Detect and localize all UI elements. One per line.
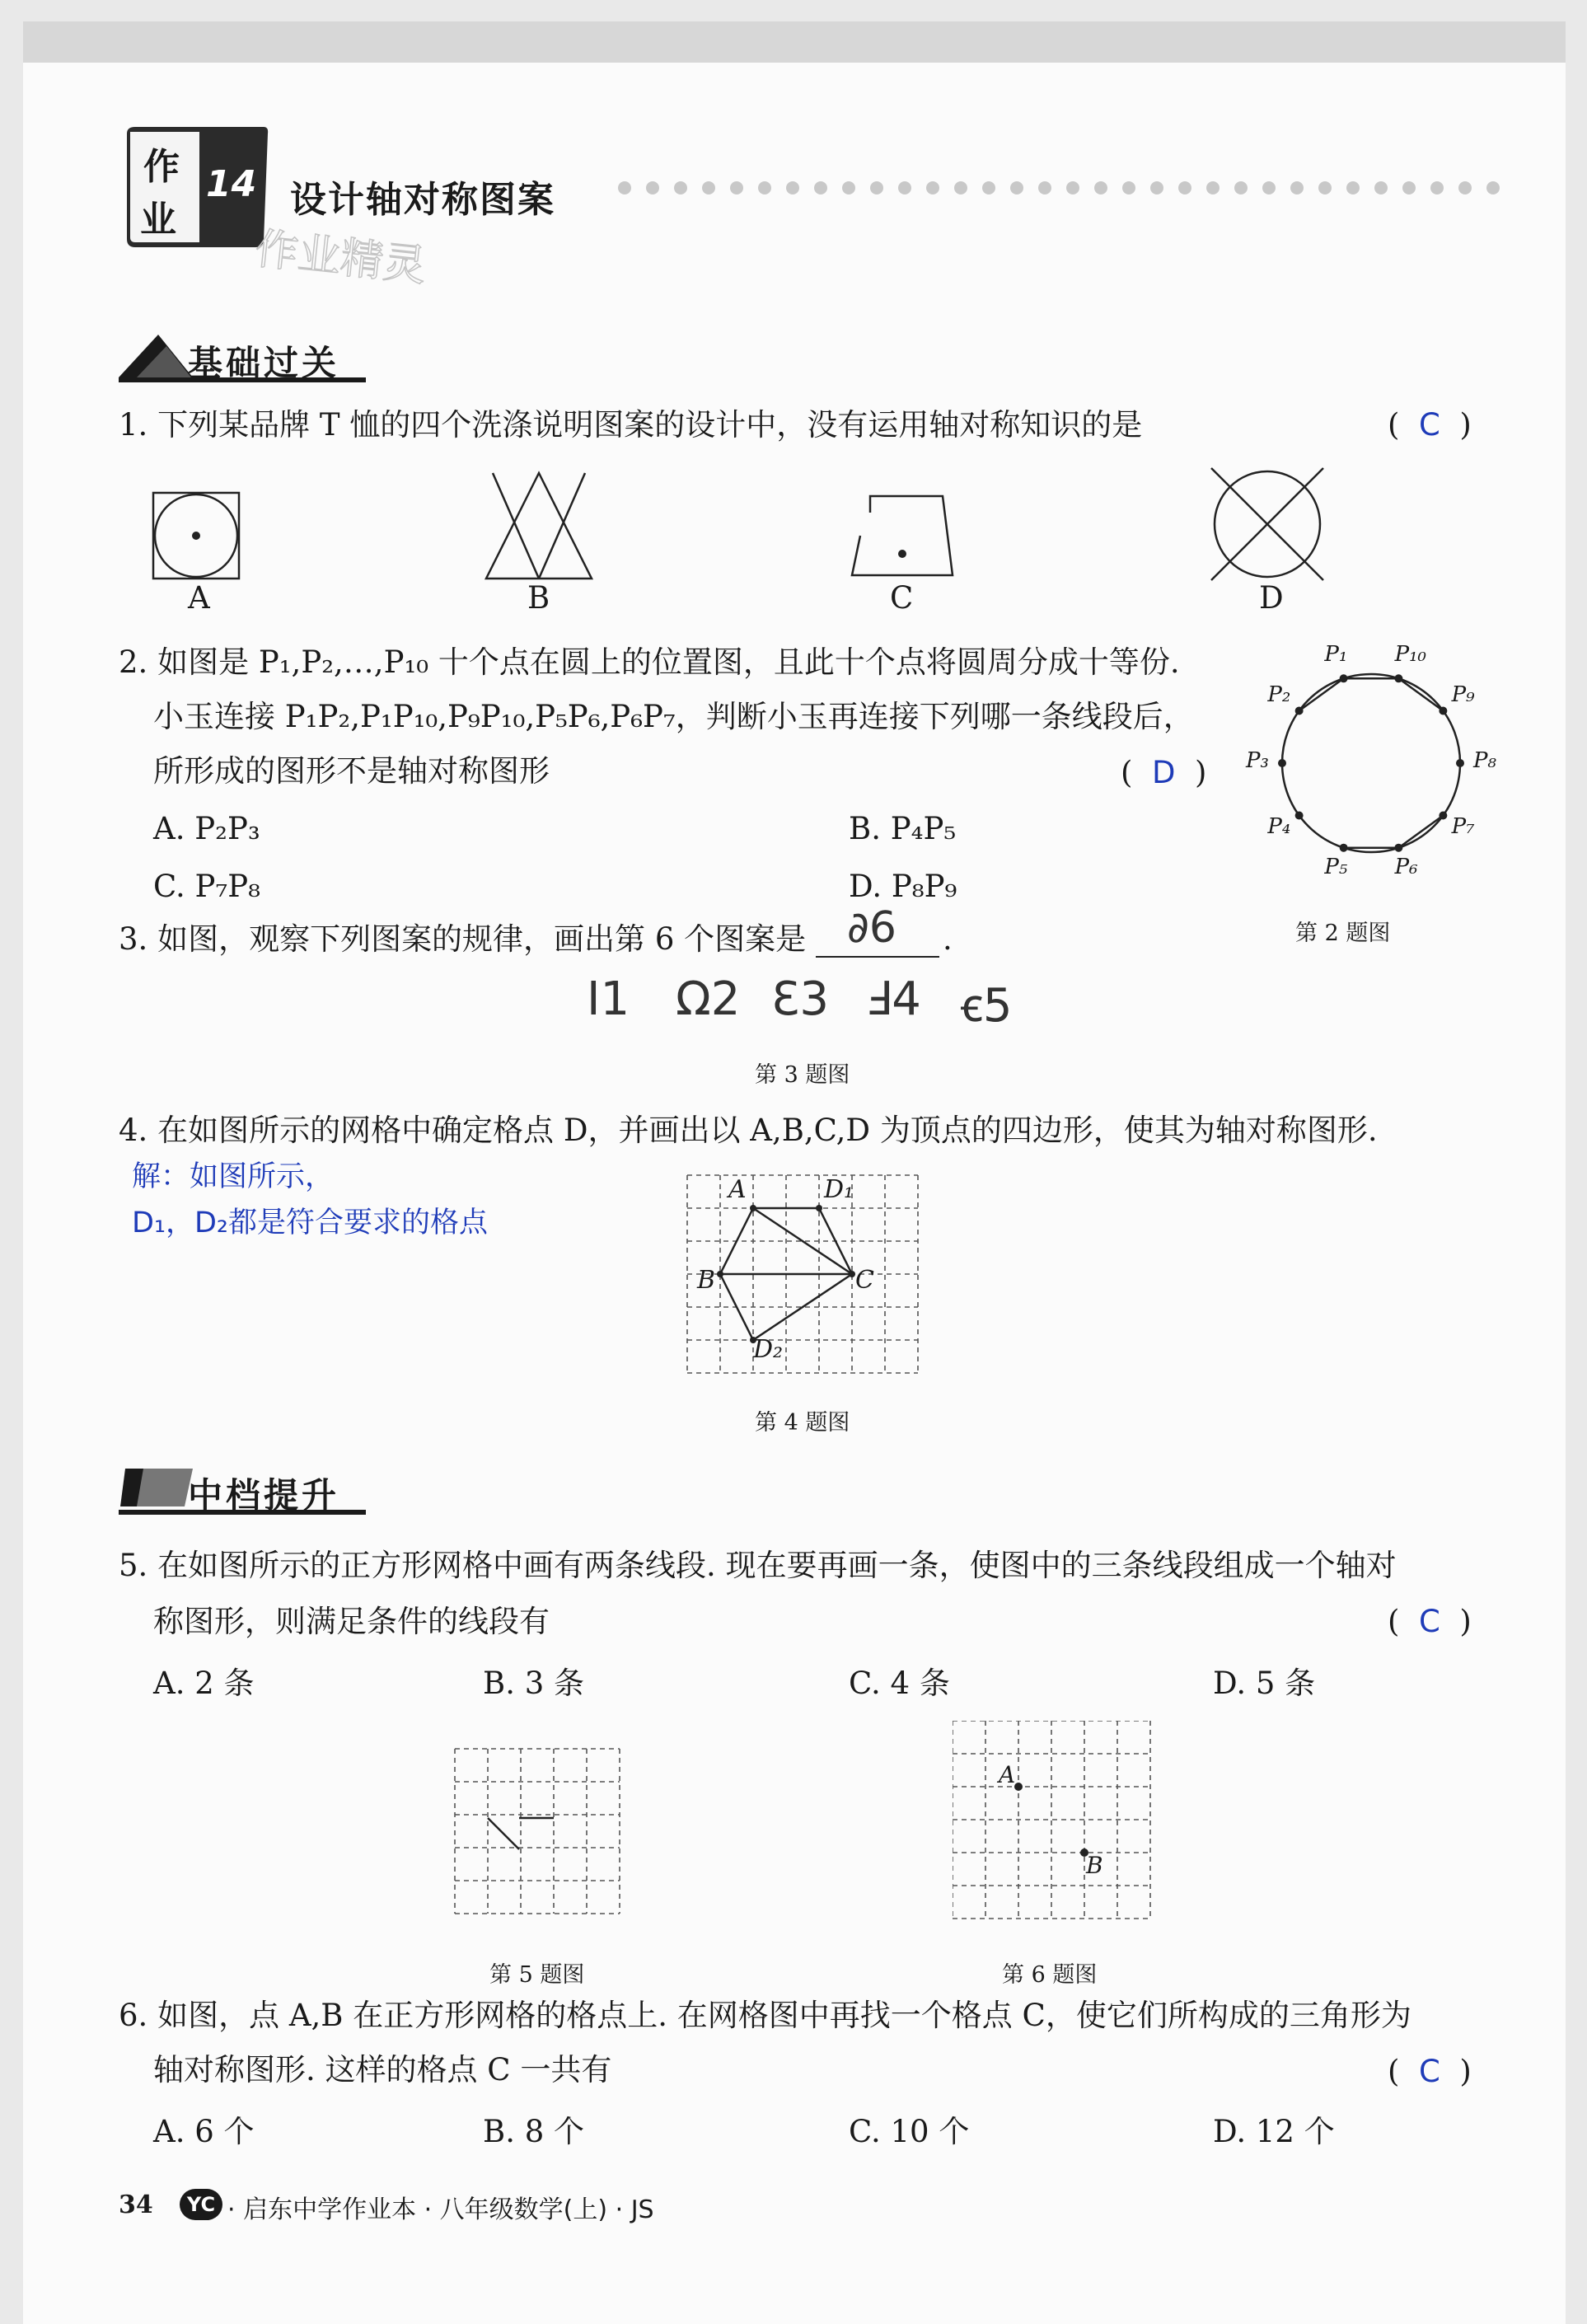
q5-option-d: D. 5 条 xyxy=(1213,1666,1316,1701)
q5-line2: 称图形，则满足条件的线段有 xyxy=(153,1604,550,1639)
q1-answer: C xyxy=(1418,407,1440,443)
q3-blank xyxy=(816,956,939,958)
q4-label-a: A xyxy=(728,1175,747,1204)
point-label: P₉ xyxy=(1451,682,1475,708)
yc-logo-text: YC xyxy=(186,2193,216,2216)
page-number: 34 xyxy=(119,2190,153,2219)
q4-caption: 第 4 题图 xyxy=(755,1410,850,1436)
q4-label-d2: D₂ xyxy=(753,1335,784,1364)
q6-answer: C xyxy=(1418,2054,1440,2089)
point-label: P₁ xyxy=(1324,641,1348,667)
q4-solution-line2: D₁，D₂都是符合要求的格点 xyxy=(132,1207,488,1239)
q2-line2: 小玉连接 P₁P₂,P₁P₁₀,P₉P₁₀,P₅P₆,P₆P₇，判断小玉再连接下列哪一条线段后， xyxy=(153,699,1194,734)
page-title: 设计轴对称图案 xyxy=(290,179,555,221)
point-label: P₈ xyxy=(1473,748,1496,773)
footer-text: · 启东中学作业本 · 八年级数学(上) · JS xyxy=(227,2195,654,2224)
q6-line2: 轴对称图形. 这样的格点 C 一共有 xyxy=(153,2052,612,2087)
yc-logo xyxy=(180,2189,222,2220)
q5-option-c: C. 4 条 xyxy=(849,1666,950,1701)
symbol-c xyxy=(852,496,953,575)
q2-circle-figure xyxy=(1236,643,1500,890)
q5-grid-figure xyxy=(452,1745,626,1920)
point-label: P₇ xyxy=(1451,813,1475,839)
chord xyxy=(1398,815,1443,847)
q1-answer-bracket: ( C ) xyxy=(1388,407,1472,443)
chord xyxy=(1398,678,1443,710)
q3-answer-drawing: ∂6 xyxy=(847,903,896,953)
point-label: P₅ xyxy=(1324,855,1348,880)
q4-label-c: C xyxy=(855,1266,874,1295)
watermark: 作业精灵 xyxy=(252,224,429,292)
symbol-c-dot xyxy=(898,550,906,558)
q6-line1: 6. 如图，点 A,B 在正方形网格的格点上. 在网格图中再找一个格点 C，使它们所构成的三角形为 xyxy=(119,1998,1411,2033)
q6-label-b: B xyxy=(1086,1852,1103,1879)
q2-answer-bracket: ( D ) xyxy=(1121,755,1207,790)
q2-option-a: A. P₂P₃ xyxy=(153,811,260,846)
q6-label-a: A xyxy=(999,1761,1016,1788)
symbol-a-dot xyxy=(192,532,200,540)
section-title-advanced: 中档提升 xyxy=(188,1475,340,1516)
q4-solution-line1: 解：如图所示， xyxy=(132,1160,335,1193)
q3-tail: . xyxy=(943,921,953,957)
q3-pattern-3: Ɛ3 xyxy=(771,972,830,1026)
q5-line1: 5. 在如图所示的正方形网格中画有两条线段. 现在要再画一条，使图中的三条线段组成一个轴对 xyxy=(119,1548,1397,1583)
q2-option-b: B. P₄P₅ xyxy=(849,811,957,846)
q6-option-d: D. 12 个 xyxy=(1213,2114,1335,2149)
badge-line2: 业 xyxy=(140,199,176,241)
q4-label-b: B xyxy=(697,1266,716,1295)
q6-grid-figure xyxy=(953,1721,1155,1923)
circle-point xyxy=(1278,759,1286,767)
point-label: P₁₀ xyxy=(1394,641,1426,667)
symbol-b xyxy=(486,473,592,579)
q2-line1: 2. 如图是 P₁,P₂,…,P₁₀ 十个点在圆上的位置图，且此十个点将圆周分成十等份. xyxy=(119,644,1180,680)
q1-label-b: B xyxy=(527,580,550,616)
q2-line3: 所形成的图形不是轴对称图形 xyxy=(153,753,550,789)
q4-text: 4. 在如图所示的网格中确定格点 D，并画出以 A,B,C,D 为顶点的四边形，使其为轴对称图形. xyxy=(119,1113,1378,1148)
chord xyxy=(1299,678,1344,710)
q5-option-a: A. 2 条 xyxy=(153,1666,255,1701)
badge-line1: 作 xyxy=(143,146,180,188)
q3-pattern-2: Ω2 xyxy=(676,972,741,1026)
point-label: P₃ xyxy=(1246,748,1269,773)
q1-text: 1. 下列某品牌 T 恤的四个洗涤说明图案的设计中，没有运用轴对称知识的是 xyxy=(119,407,1143,443)
q6-option-b: B. 8 个 xyxy=(483,2114,585,2149)
q6-answer-bracket: ( C ) xyxy=(1388,2054,1472,2089)
q3-pattern-4: Ⅎ4 xyxy=(865,972,921,1026)
section2-icon xyxy=(119,1464,193,1515)
q3-pattern-1: I1 xyxy=(587,972,630,1026)
q6-option-c: C. 10 个 xyxy=(849,2114,970,2149)
q6-caption: 第 6 题图 xyxy=(1002,1962,1098,1988)
circle-point xyxy=(1295,811,1304,819)
symbol-d xyxy=(1211,468,1323,580)
point-label: P₄ xyxy=(1267,813,1291,839)
q4-label-d1: D₁ xyxy=(824,1175,854,1204)
q1-symbols xyxy=(0,0,1587,626)
q3-pattern-5: ꞓ5 xyxy=(961,979,1013,1033)
q3-caption: 第 3 题图 xyxy=(755,1062,850,1088)
q5-option-b: B. 3 条 xyxy=(483,1666,585,1701)
q2-option-c: C. P₇P₈ xyxy=(153,869,260,904)
q5-caption: 第 5 题图 xyxy=(489,1962,585,1988)
q3-text: 3. 如图，观察下列图案的规律，画出第 6 个图案是 xyxy=(119,921,807,957)
q5-answer: C xyxy=(1418,1604,1440,1639)
section-title-basic: 基础过关 xyxy=(188,343,340,383)
point-label: P₆ xyxy=(1394,855,1418,880)
q2-caption: 第 2 题图 xyxy=(1295,921,1391,946)
circle-point xyxy=(1456,759,1464,767)
q6-option-a: A. 6 个 xyxy=(153,2114,255,2149)
point-label: P₂ xyxy=(1267,682,1291,708)
q2-option-d: D. P₈P₉ xyxy=(849,869,957,904)
q2-answer: D xyxy=(1151,755,1176,790)
badge-number: 14 xyxy=(206,163,257,205)
q1-label-d: D xyxy=(1259,580,1284,616)
q1-label-a: A xyxy=(188,580,210,616)
q5-answer-bracket: ( C ) xyxy=(1388,1604,1472,1639)
q1-label-c: C xyxy=(890,580,914,616)
